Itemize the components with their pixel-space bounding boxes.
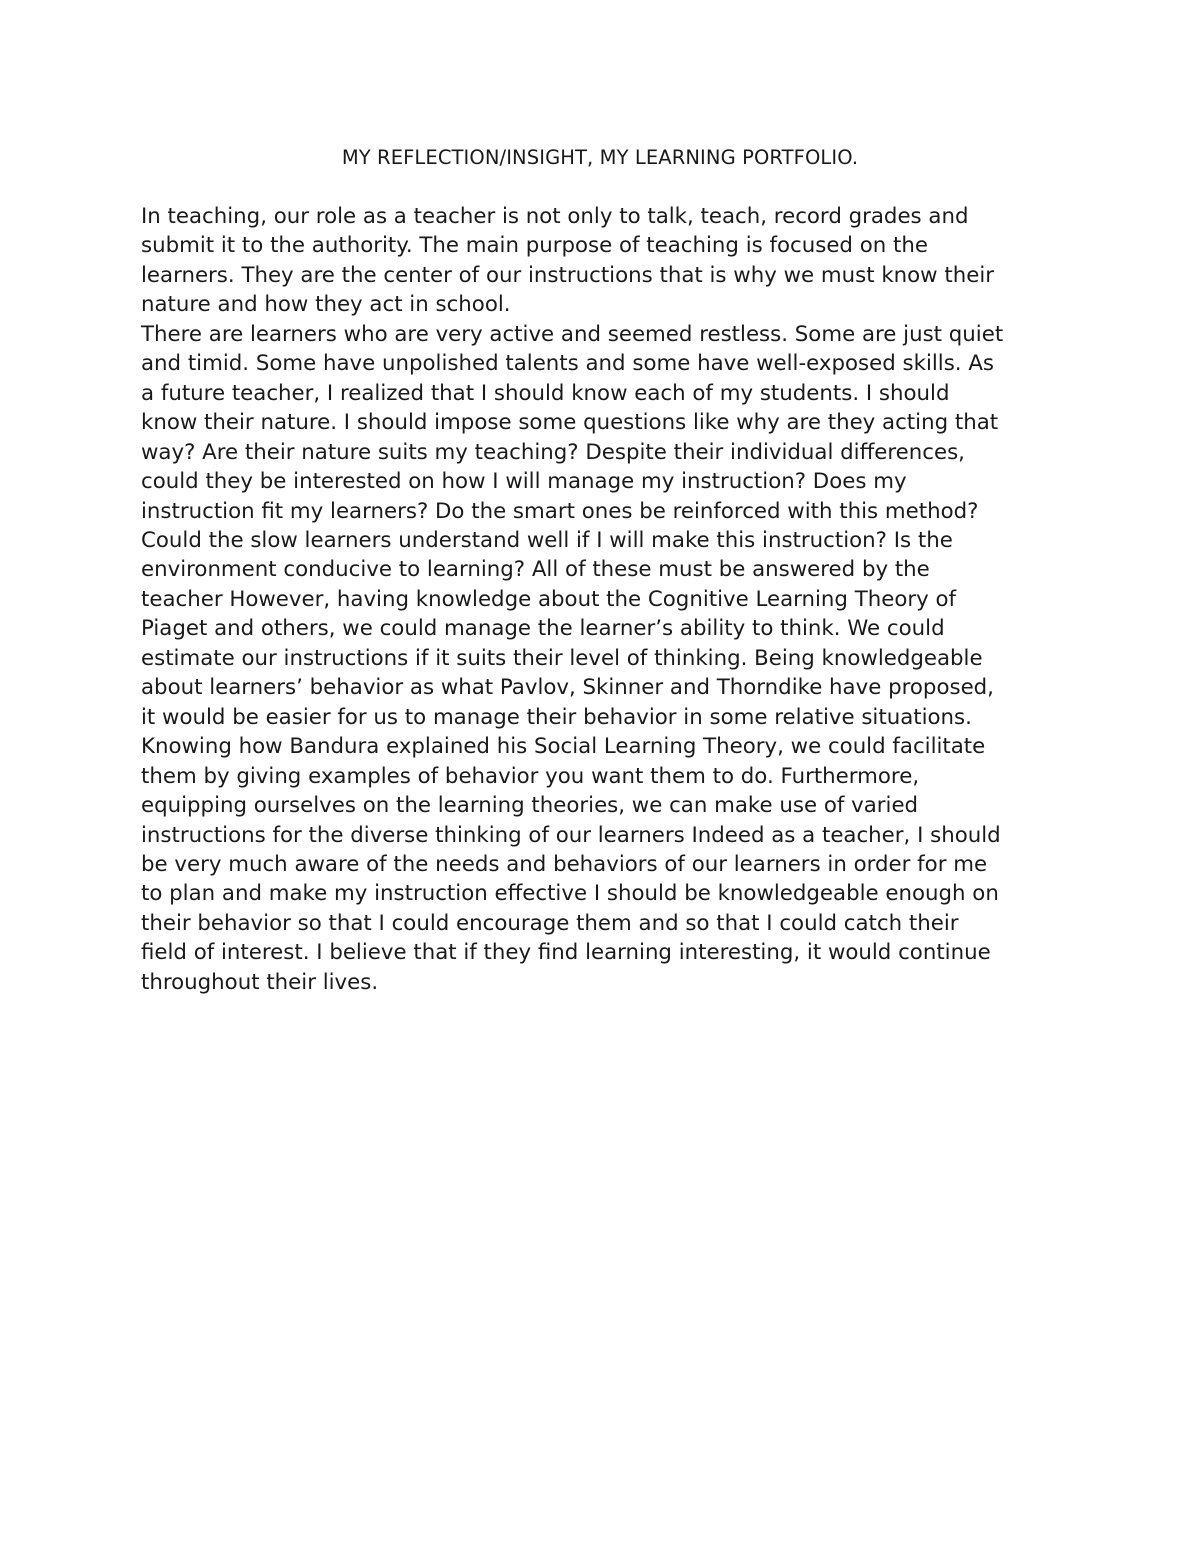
- body-line: could they be interested on how I will manage my instruction? Does my: [141, 469, 907, 495]
- body-line: field of interest. I believe that if they find learning interesting, it would continue: [141, 940, 991, 966]
- body-line: to plan and make my instruction effective I should be knowledgeable enough on: [141, 881, 999, 907]
- body-line: it would be easier for us to manage their behavior in some relative situations.: [141, 704, 972, 730]
- body-line: way? Are their nature suits my teaching? Despite their individual differences,: [141, 439, 965, 465]
- body-line: teacher However, having knowledge about the Cognitive Learning Theory of: [141, 586, 957, 612]
- body-line: instruction fit my learners? Do the smart ones be reinforced with this method?: [141, 498, 979, 524]
- document-body: [141, 202, 1071, 997]
- body-line: about learners’ behavior as what Pavlov, Skinner and Thorndike have proposed,: [141, 675, 994, 701]
- body-line: In teaching, our role as a teacher is not only to talk, teach, record grades and: [141, 204, 969, 229]
- body-line: equipping ourselves on the learning theories, we can make use of varied: [141, 793, 919, 819]
- body-line: Knowing how Bandura explained his Social Learning Theory, we could facilitate: [141, 734, 986, 760]
- document-title: MY REFLECTION/INSIGHT, MY LEARNING PORTFOLIO.: [341, 146, 859, 169]
- body-line: their behavior so that I could encourage them and so that I could catch their: [141, 910, 959, 936]
- body-line: learners. They are the center of our instructions that is why we must know their: [141, 262, 994, 288]
- body-line: them by giving examples of behavior you want them to do. Furthermore,: [141, 763, 920, 789]
- body-line: a future teacher, I realized that I should know each of my students. I should: [141, 380, 950, 406]
- body-line: There are learners who are very active and seemed restless. Some are just quiet: [141, 321, 1004, 347]
- body-line: Could the slow learners understand well if I will make this instruction? Is the: [141, 527, 953, 553]
- body-line: instructions for the diverse thinking of our learners Indeed as a teacher, I should: [141, 822, 1001, 848]
- body-line: be very much aware of the needs and behaviors of our learners in order for me: [141, 851, 988, 877]
- body-line: know their nature. I should impose some questions like why are they acting that: [141, 410, 999, 436]
- body-line: and timid. Some have unpolished talents and some have well-exposed skills. As: [141, 351, 994, 377]
- body-line: Piaget and others, we could manage the learner’s ability to think. We could: [141, 616, 945, 642]
- body-line: environment conducive to learning? All of these must be answered by the: [141, 557, 930, 583]
- body-line: estimate our instructions if it suits their level of thinking. Being knowledgeable: [141, 645, 983, 671]
- body-line: nature and how they act in school.: [141, 292, 511, 318]
- body-line: submit it to the authority. The main purpose of teaching is focused on the: [141, 233, 928, 259]
- body-line: throughout their lives.: [141, 969, 379, 995]
